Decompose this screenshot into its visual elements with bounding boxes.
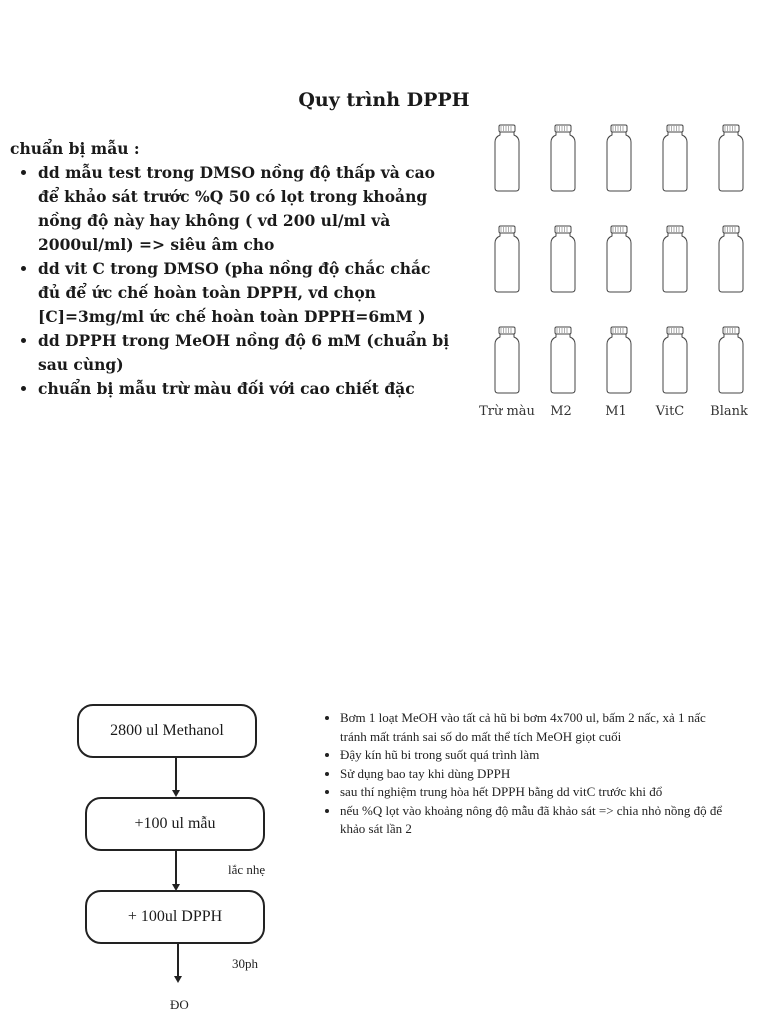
bottle-icon — [662, 326, 688, 394]
list-item: • nếu %Q lọt vào khoảng nông độ mẫu đã khảo sát => chia nhỏ nồng độ để khảo sát lần 2 — [340, 802, 726, 839]
flow-note-time: 30ph — [232, 956, 258, 971]
arrow-down-icon — [172, 790, 180, 797]
list-item: • chuẩn bị mẫu trừ màu đối với cao chiết đặc — [38, 377, 450, 401]
bottle-label-m1: M1 — [605, 404, 627, 419]
bottle-icon — [606, 326, 632, 394]
bottle-icon — [550, 225, 576, 293]
preparation-heading: chuẩn bị mẫu : — [10, 139, 140, 158]
bottle-icon — [662, 124, 688, 192]
list-item: • dd DPPH trong MeOH nồng độ 6 mM (chuẩn bị sau cùng) — [38, 329, 450, 377]
arrow-down-icon — [174, 976, 182, 983]
bottle-label-vitc: VitC — [655, 404, 685, 419]
list-item: • Đậy kín hũ bi trong suốt quá trình làm — [340, 746, 726, 765]
bottle-icon — [718, 326, 744, 394]
bottle-icon — [494, 326, 520, 394]
flow-connector — [175, 849, 177, 886]
flow-note-shake: lắc nhẹ — [228, 862, 266, 877]
bottle-icon — [494, 225, 520, 293]
preparation-list — [10, 161, 450, 401]
bottle-icon — [606, 124, 632, 192]
list-item: • Bơm 1 loạt MeOH vào tất cả hũ bi bơm 4x700 ul, bấm 2 nấc, xả 1 nấc tránh mất tránh sai số do mất thể tích MeOH giọt cuối — [340, 709, 726, 746]
flow-connector — [177, 942, 179, 978]
flow-step-dpph: + 100ul DPPH — [85, 890, 265, 944]
list-item: • dd mẫu test trong DMSO nồng độ thấp và cao để khảo sát trước %Q 50 có lọt trong khoảng nồng độ này hay không ( vd 200 ul/ml và 2000ul/ml) => siêu âm cho — [38, 161, 450, 257]
bottle-icon — [550, 124, 576, 192]
bottle-icon — [606, 225, 632, 293]
bottle-icon — [718, 124, 744, 192]
bottle-icon — [718, 225, 744, 293]
flow-step-sample: +100 ul mẫu — [85, 797, 265, 851]
flow-end-measure: ĐO — [170, 997, 189, 1012]
bottle-label-blank: Blank — [710, 404, 748, 419]
bottle-icon — [494, 124, 520, 192]
list-item: • Sử dụng bao tay khi dùng DPPH — [340, 765, 726, 784]
sample-preparation — [10, 137, 450, 401]
flow-step-methanol: 2800 ul Methanol — [77, 704, 257, 758]
bottle-icon — [662, 225, 688, 293]
page-title: Quy trình DPPH — [298, 89, 470, 111]
procedure-notes — [326, 709, 726, 839]
list-item: • dd vit C trong DMSO (pha nồng độ chắc chắc đủ để ức chế hoàn toàn DPPH, vd chọn [C]=3mg/ml ức chế hoàn toàn DPPH=6mM ) — [38, 257, 450, 329]
list-item: • sau thí nghiệm trung hòa hết DPPH bằng dd vitC trước khi đổ — [340, 783, 726, 802]
flow-connector — [175, 756, 177, 792]
bottle-label-m2: M2 — [550, 404, 572, 419]
bottle-label-tru-mau: Trừ màu — [479, 404, 535, 419]
bottle-icon — [550, 326, 576, 394]
